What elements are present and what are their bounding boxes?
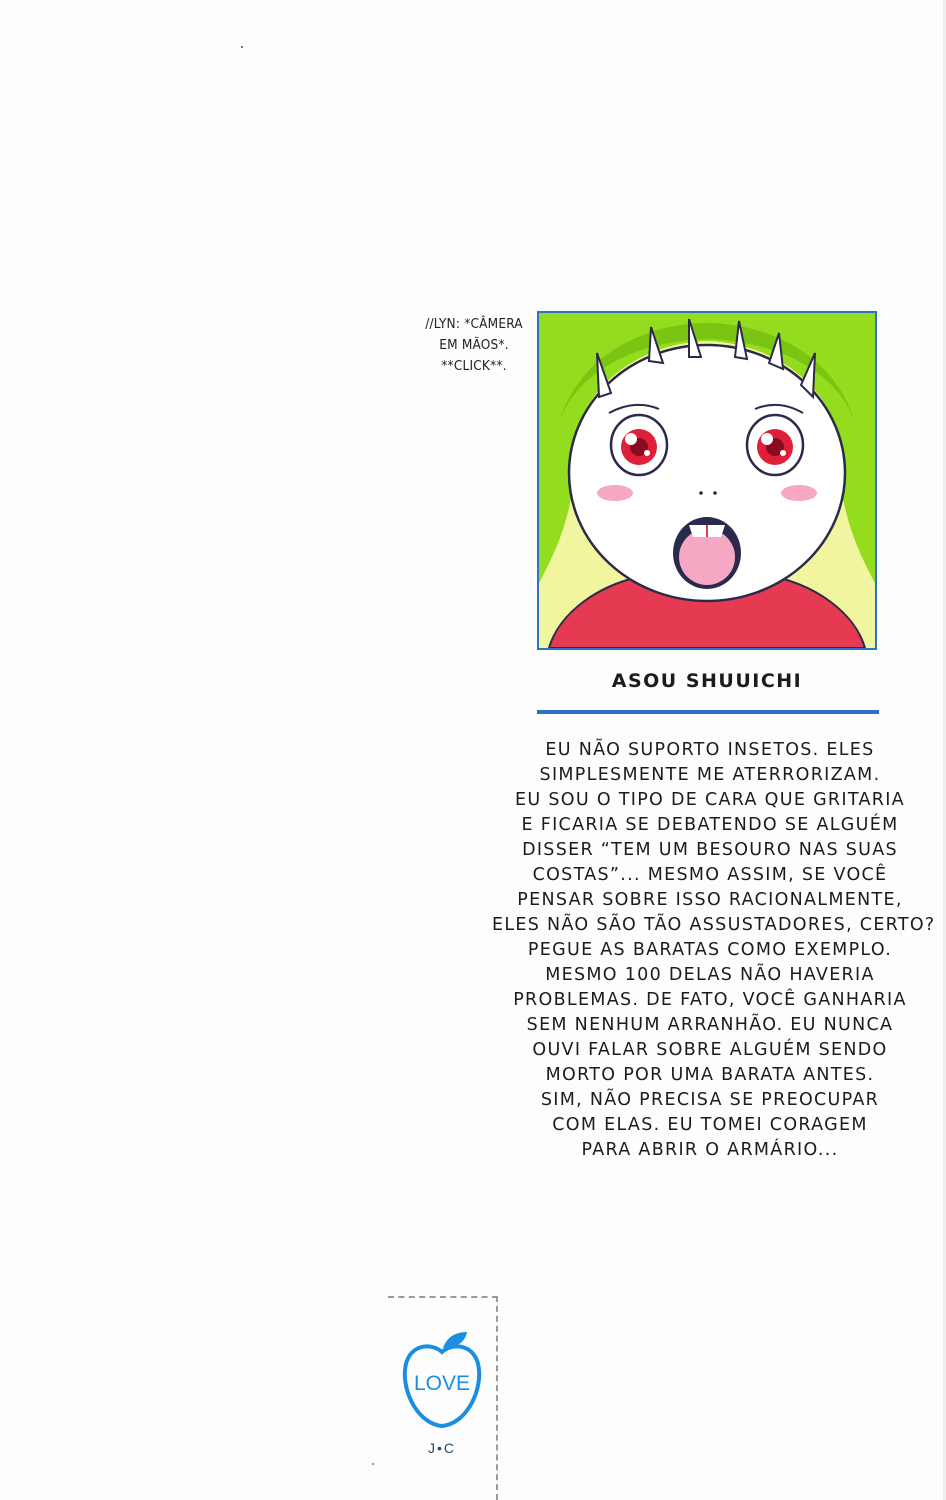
author-self-portrait-icon (539, 313, 875, 648)
comment-line: OUVI FALAR SOBRE ALGUÉM SENDO (532, 1040, 888, 1060)
comment-line: SIMPLESMENTE ME ATERRORIZAM. (539, 765, 881, 785)
comment-line: MORTO POR UMA BARATA ANTES. (545, 1065, 875, 1085)
translator-note-line: **CLICK**. (441, 358, 507, 374)
comment-line: SEM NENHUM ARRANHÃO. EU NUNCA (526, 1015, 894, 1035)
translator-note-line: EM MÃOS*. (439, 337, 509, 353)
logo-text: LOVE (413, 1372, 471, 1395)
speck (241, 46, 243, 48)
logo-subtext: J•C (427, 1440, 456, 1456)
author-portrait (537, 311, 877, 650)
comment-line: ELES NÃO SÃO TÃO ASSUSTADORES, CERTO? (492, 915, 936, 935)
comment-line: PEGUE AS BARATAS COMO EXEMPLO. (527, 940, 893, 960)
publisher-logo (388, 1296, 498, 1500)
comment-line: E FICARIA SE DEBATENDO SE ALGUÉM (521, 815, 899, 835)
author-name: ASOU SHUUICHI (611, 670, 803, 692)
comment-line: EU SOU O TIPO DE CARA QUE GRITARIA (515, 790, 905, 810)
comment-line: PENSAR SOBRE ISSO RACIONALMENTE, (517, 890, 903, 910)
author-comment (492, 738, 936, 1163)
comment-line: PARA ABRIR O ARMÁRIO... (581, 1140, 839, 1160)
comment-line: EU NÃO SUPORTO INSETOS. ELES (545, 740, 875, 760)
comment-line: SIM, NÃO PRECISA SE PREOCUPAR (540, 1090, 880, 1110)
divider (537, 710, 879, 714)
comment-line: COSTAS”... MESMO ASSIM, SE VOCÊ (532, 865, 888, 885)
comment-line: PROBLEMAS. DE FATO, VOCÊ GANHARIA (513, 990, 907, 1010)
speck (372, 1463, 374, 1465)
translator-note (412, 314, 536, 377)
comment-line: MESMO 100 DELAS NÃO HAVERIA (545, 965, 875, 985)
comment-line: COM ELAS. EU TOMEI CORAGEM (552, 1115, 868, 1135)
comment-line: DISSER “TEM UM BESOURO NAS SUAS (522, 840, 898, 860)
translator-note-line: //LYN: *CÂMERA (425, 316, 523, 332)
